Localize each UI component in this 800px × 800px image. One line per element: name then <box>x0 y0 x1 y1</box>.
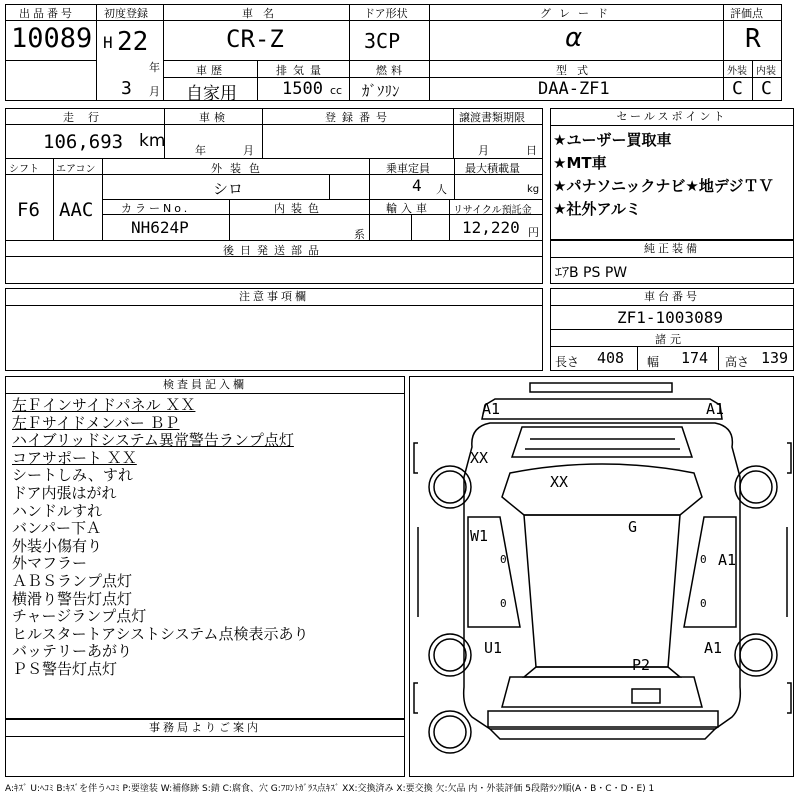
recycle-value: 12,220 <box>462 218 520 237</box>
inspector-line: ヒルスタートアシストシステム点検表示あり <box>12 624 309 643</box>
name-label-cell <box>164 4 350 21</box>
dims-label: 諸元 <box>655 333 685 346</box>
mark-door-r: A1 <box>718 551 737 569</box>
office-box <box>5 719 405 777</box>
right-bracket-bottom <box>787 683 791 713</box>
seats-cell <box>370 175 455 200</box>
door-label: ドア形状 <box>364 7 408 20</box>
int-value: C <box>761 78 772 99</box>
dims-height-label: 高さ <box>725 355 750 369</box>
import-label: 輸入車 <box>386 202 431 215</box>
mark-z2: 0 <box>700 553 707 566</box>
fuel-cell <box>350 78 430 101</box>
dims-divider-1 <box>637 346 638 371</box>
reg-tsuki: 月 <box>149 85 160 98</box>
score-label-cell <box>724 4 782 21</box>
inspector-line: シートしみ、すれ <box>12 466 133 485</box>
mark-door-l: W1 <box>470 527 489 545</box>
colorno-label: カラーNo. <box>121 202 191 215</box>
body-outline-shape <box>464 423 741 729</box>
chassis-value: ZF1-1003089 <box>617 308 723 327</box>
ext-label: 外装 <box>727 66 747 77</box>
wheel-fr-inner <box>740 471 772 503</box>
wheel-spare-inner <box>434 716 466 748</box>
shift-value: F6 <box>17 199 40 221</box>
recycle-label-cell <box>450 200 543 215</box>
sales-item: ★MT車 <box>553 154 607 172</box>
later-label-cell <box>5 241 543 257</box>
wheel-fl-inner <box>434 471 466 503</box>
wheel-rr <box>735 634 777 676</box>
sales-item: ★ユーザー買取車 <box>553 131 672 149</box>
inspector-line: ＡＢＳランプ点灯 <box>12 572 133 590</box>
ac-label: エアコン <box>56 164 96 175</box>
seats-unit: 人 <box>436 183 447 196</box>
wheel-spare <box>429 711 471 753</box>
lot-cell <box>5 21 97 61</box>
left-bracket-top <box>414 443 418 473</box>
reg-label: 初度登録 <box>104 7 148 20</box>
sales-box <box>550 108 794 240</box>
right-bracket-top <box>787 443 791 473</box>
plate-label-cell <box>263 108 454 125</box>
front-panel-shape <box>482 399 725 419</box>
equip-box <box>550 240 794 284</box>
notes-box <box>5 288 543 371</box>
model-label-cell <box>430 61 724 78</box>
mark-fr: A1 <box>706 400 725 418</box>
history-value: 自家用 <box>186 84 237 104</box>
shift-label: シフト <box>9 164 39 175</box>
reg-label-cell <box>97 4 164 21</box>
model-value: DAA-ZF1 <box>538 79 610 99</box>
wheel-rr-inner <box>740 639 772 671</box>
mark-fl: A1 <box>482 400 501 418</box>
import-cell-a <box>370 215 412 241</box>
disp-label: 排気量 <box>276 64 327 77</box>
grade-label-cell <box>430 4 724 21</box>
inspector-line: バンパー下Ａ <box>12 519 101 538</box>
sales-item: ★社外アルミ <box>553 200 641 218</box>
load-label: 最大積載量 <box>465 162 520 175</box>
right-door-shape <box>684 517 736 627</box>
mark-hood-c: XX <box>550 473 569 491</box>
ac-label-cell <box>54 159 103 175</box>
equip-label: 純正装備 <box>551 241 793 258</box>
color-extra-cell <box>330 175 370 200</box>
transfer-tsuki: 月 <box>478 144 489 157</box>
legend-text: A:ｷｽﾞ U:ﾍｺﾐ B:ｷｽﾞを伴うﾍｺﾐ P:要塗装 W:補修跡 S:錆 C:腐食、穴 G:ﾌﾛﾝﾄｶﾞﾗｽ点ｷｽﾞ XX:交換済み X:要交換 欠:欠品 内・外装評価 5段階ﾗﾝｸ順(A・B・C・D・E) 1 <box>5 784 655 794</box>
seats-label-cell <box>370 159 455 175</box>
seats-value: 4 <box>412 176 422 195</box>
inspector-line: ＰＳ警告灯点灯 <box>12 660 118 678</box>
dims-length: 408 <box>597 349 625 367</box>
grade-label: グレード <box>540 7 616 20</box>
inspector-line: ドア内張はがれ <box>12 484 117 502</box>
ac-value: AAC <box>59 199 94 221</box>
ext-cell <box>724 78 753 101</box>
car-name: CR-Z <box>226 25 284 53</box>
windshield-shape <box>502 464 702 515</box>
disp-unit: cc <box>330 84 343 97</box>
intcolor-kei: 系 <box>354 228 365 241</box>
mark-hood-l: XX <box>470 449 489 467</box>
transfer-label-cell <box>454 108 543 125</box>
int-label-cell <box>753 61 782 78</box>
dims-header <box>551 329 793 347</box>
chassis-label: 車台番号 <box>551 289 793 306</box>
score-label: 評価点 <box>730 7 763 20</box>
history-label-cell <box>164 61 258 78</box>
colorno-label-cell <box>103 200 230 215</box>
plate-label: 登録番号 <box>325 111 393 124</box>
wheel-rl-inner <box>434 639 466 671</box>
colorno-value: NH624P <box>131 218 189 237</box>
recycle-label: リサイクル預託金 <box>453 205 532 216</box>
chassis-box <box>550 288 794 371</box>
sales-item: ★パナソニックナビ★地デジＴＶ <box>553 177 774 195</box>
office-label: 事務局よりご案内 <box>6 720 404 737</box>
lot-blank-cell <box>5 61 97 101</box>
ext-label-cell <box>724 61 753 78</box>
dims-width: 174 <box>681 349 709 367</box>
ac-cell <box>54 175 103 241</box>
equip-value: ｴｱB PS PW <box>555 265 628 281</box>
mark-z4: 0 <box>700 597 707 610</box>
lot-label: 出品番号 <box>19 7 75 20</box>
inspector-line: バッテリーあがり <box>12 642 133 661</box>
inspect-label: 車検 <box>199 111 229 124</box>
disp-value: 1500 <box>282 79 323 99</box>
lot-number: 10089 <box>11 23 93 54</box>
inspector-line: ハンドルすれ <box>12 501 103 520</box>
mark-roof: G <box>628 518 638 536</box>
left-bracket-bottom <box>414 683 418 713</box>
mark-rear-l: U1 <box>484 639 503 657</box>
later-label: 後日発送部品 <box>223 244 325 257</box>
score-value: R <box>745 24 761 54</box>
dims-divider-2 <box>718 346 719 371</box>
score-cell <box>724 21 782 61</box>
load-label-cell <box>455 159 543 175</box>
ext-value: C <box>732 78 743 99</box>
rear-plate-shape <box>632 689 660 703</box>
inspector-line: 左Ｆサイドメンバー ＢＰ <box>12 413 180 432</box>
mark-z3: 0 <box>500 597 507 610</box>
lot-label-cell <box>5 4 97 21</box>
mileage-value: 106,693 <box>43 131 124 153</box>
trunk-shape <box>502 677 702 707</box>
dims-length-label: 長さ <box>555 355 580 369</box>
int-cell <box>753 78 782 101</box>
door-type: 3CP <box>364 29 401 53</box>
colorno-cell <box>103 215 230 241</box>
mileage-cell <box>5 125 165 159</box>
recycle-unit: 円 <box>528 226 539 239</box>
inspector-line: ハイブリッドシステム異常警告ランプ点灯 <box>12 431 294 450</box>
transfer-hi: 日 <box>526 144 537 157</box>
shift-cell <box>5 175 54 241</box>
model-label: 型式 <box>556 64 598 77</box>
import-label-cell <box>370 200 450 215</box>
inspector-line: 外マフラー <box>12 554 88 573</box>
reg-cell <box>97 21 164 101</box>
inspector-line: 左Ｆインサイドパネル ＸＸ <box>12 396 196 414</box>
transfer-cell <box>454 125 543 159</box>
name-label: 車名 <box>242 7 284 20</box>
intcolor-cell <box>230 215 370 241</box>
mileage-label-cell <box>5 108 165 125</box>
load-cell <box>455 175 543 200</box>
rear-glass-shape <box>524 667 680 677</box>
fuel-value: ｶﾞｿﾘﾝ <box>362 82 400 100</box>
load-unit: kg <box>527 184 540 195</box>
inspect-nen: 年 <box>195 144 206 157</box>
diagram-box <box>409 376 794 777</box>
car-diagram <box>410 377 795 778</box>
sales-label: セールスポイント <box>551 109 793 126</box>
front-bumper-shape <box>530 383 672 392</box>
grade-value: α <box>565 23 583 53</box>
recycle-cell <box>450 215 543 241</box>
door-cell <box>350 21 430 61</box>
inspector-line: チャージランプ点灯 <box>12 607 147 626</box>
intcolor-label: 内装色 <box>274 202 325 215</box>
reg-era: H <box>103 33 113 52</box>
inspect-tsuki: 月 <box>243 144 254 157</box>
inspector-line: コアサポート ＸＸ <box>12 448 137 467</box>
rear-bumper-shape <box>488 711 718 727</box>
inspect-label-cell <box>165 108 263 125</box>
mark-trunk: P2 <box>632 656 651 674</box>
reg-month: 3 <box>121 78 132 99</box>
seats-label: 乗車定員 <box>386 162 430 175</box>
inspector-line: 外装小傷有り <box>12 536 103 555</box>
color-label: 外装色 <box>211 162 268 175</box>
notes-label: 注意事項欄 <box>6 289 542 306</box>
dims-width-label: 幅 <box>647 355 660 369</box>
reg-nen: 年 <box>149 61 160 74</box>
mileage-unit: km <box>139 131 166 151</box>
door-label-cell <box>350 4 430 21</box>
wheel-fr <box>735 466 777 508</box>
inspect-cell <box>165 125 263 159</box>
fuel-label: 燃料 <box>376 64 406 77</box>
model-cell <box>430 78 724 101</box>
color-value: シロ <box>213 180 244 198</box>
mark-rear-r: A1 <box>704 639 723 657</box>
roof-shape <box>524 515 680 667</box>
dims-height: 139 <box>761 349 789 367</box>
history-cell <box>164 78 258 104</box>
color-cell <box>103 175 330 200</box>
plate-cell <box>263 125 454 159</box>
reg-year: 22 <box>117 27 149 57</box>
intcolor-label-cell <box>230 200 370 215</box>
shift-label-cell <box>5 159 54 175</box>
rear-skirt-shape <box>490 729 715 739</box>
grade-cell <box>430 21 724 61</box>
inspector-box <box>5 376 405 719</box>
mark-z1: 0 <box>500 553 507 566</box>
int-label: 内装 <box>756 66 776 77</box>
inspector-label: 検査員記入欄 <box>6 377 404 394</box>
name-cell <box>164 21 350 61</box>
import-cell-b <box>412 215 450 241</box>
sales-list <box>553 129 774 221</box>
hood-shape <box>512 427 692 457</box>
history-label: 車歴 <box>196 64 226 77</box>
fuel-label-cell <box>350 61 430 78</box>
mileage-label: 走行 <box>63 111 113 124</box>
disp-label-cell <box>258 61 350 78</box>
transfer-label: 譲渡書類期限 <box>459 111 525 124</box>
color-label-cell <box>103 159 370 175</box>
disp-cell <box>258 78 350 101</box>
inspector-line: 横滑り警告灯点灯 <box>12 589 133 608</box>
